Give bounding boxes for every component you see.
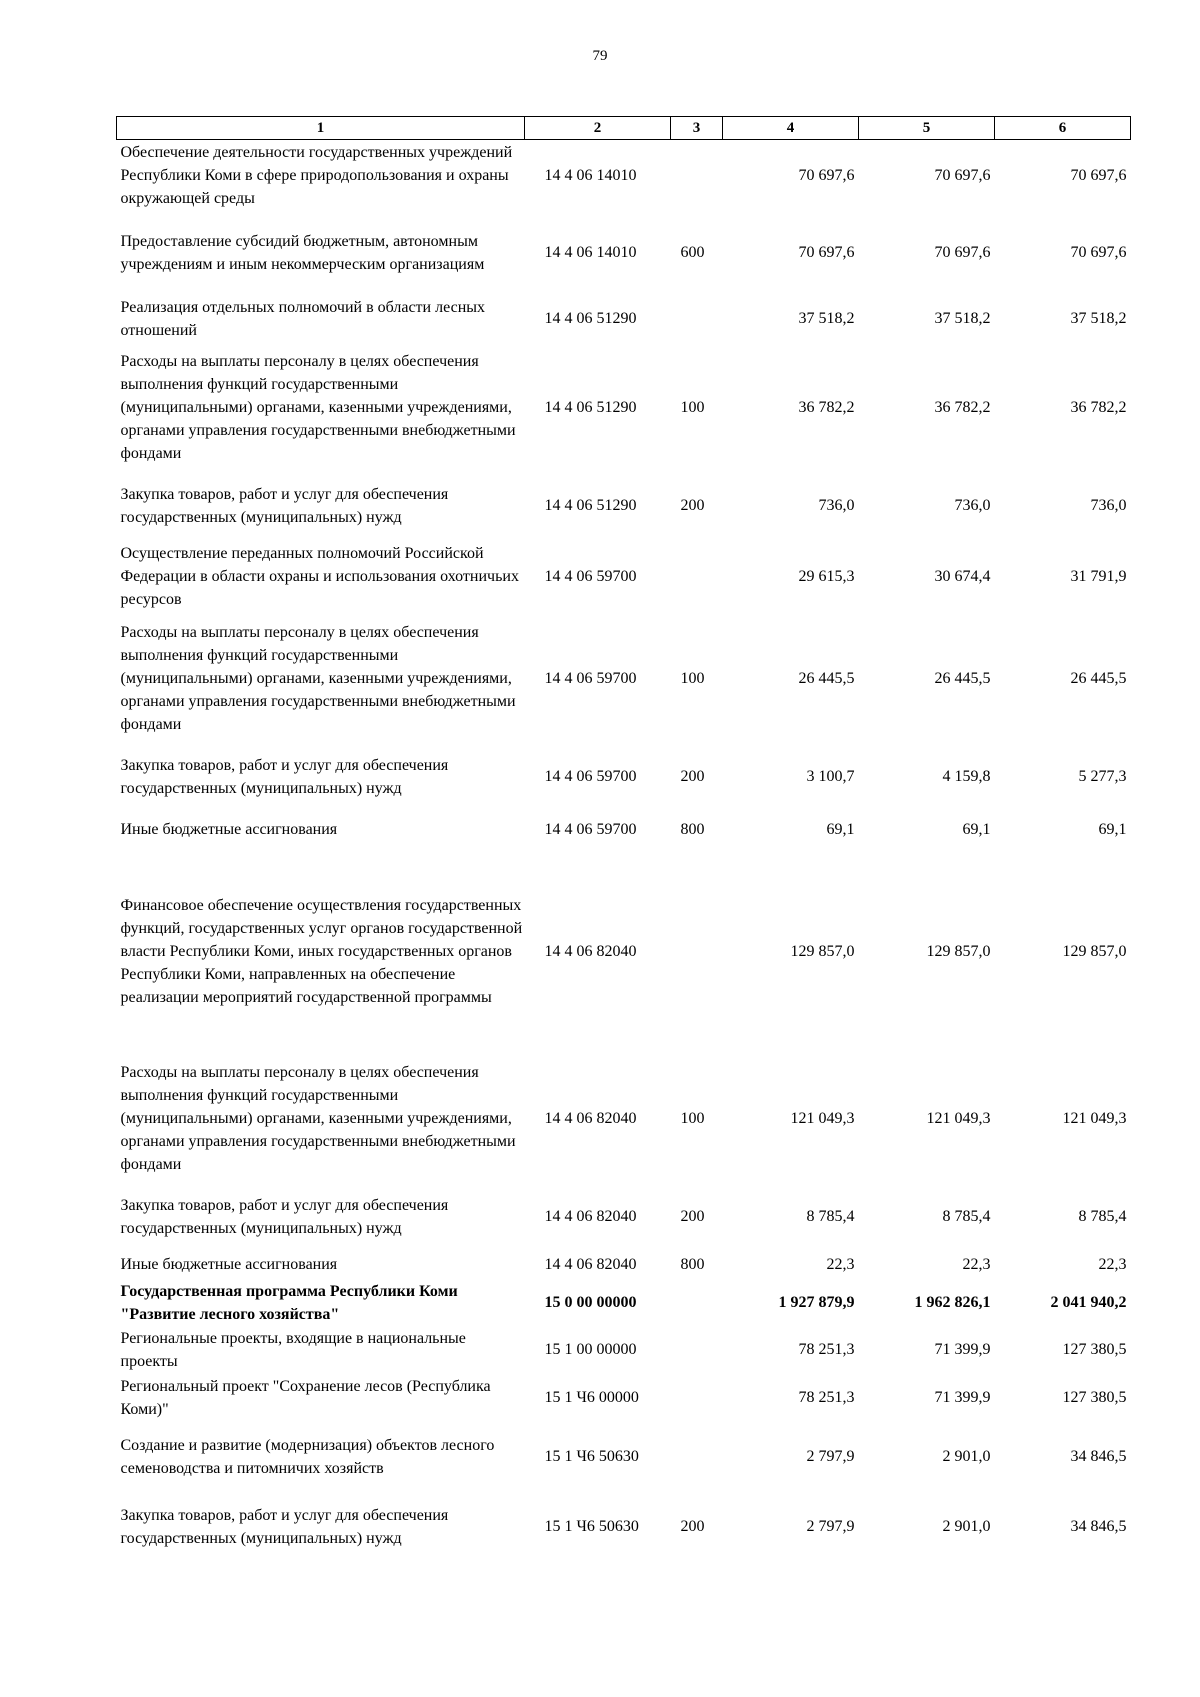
row-value-3: 69,1 — [1098, 821, 1127, 838]
row-name: Расходы на выплаты персоналу в целях обеспечения выполнения функций государственными (муниципальными) органами, казенными учреждениями, органами управления государственными внебюджетными фондами — [120, 1064, 516, 1173]
row-value-2: 71 399,9 — [934, 1341, 991, 1358]
row-expense-type: 100 — [680, 1110, 705, 1127]
row-code: 14 4 06 82040 — [544, 1110, 637, 1127]
row-name: Закупка товаров, работ и услуг для обеспечения государственных (муниципальных) нужд — [120, 1196, 449, 1237]
row-value-3: 5 277,3 — [1078, 768, 1127, 785]
row-value-1: 2 797,9 — [806, 1448, 855, 1465]
row-expense-type: 200 — [680, 1208, 705, 1225]
row-code: 14 4 06 51290 — [544, 399, 637, 416]
row-value-2: 2 901,0 — [942, 1518, 991, 1535]
row-code: 14 4 06 59700 — [544, 670, 637, 687]
row-value-1: 2 797,9 — [806, 1518, 855, 1535]
row-expense-type: 600 — [680, 244, 705, 261]
row-value-1: 121 049,3 — [790, 1110, 855, 1127]
row-code: 14 4 06 14010 — [544, 167, 637, 185]
row-name: Закупка товаров, работ и услуг для обеспечения государственных (муниципальных) нужд — [120, 1506, 449, 1547]
row-value-1: 22,3 — [826, 1256, 855, 1273]
table-row — [117, 212, 1131, 294]
row-expense-type: 200 — [680, 1518, 705, 1535]
row-name: Финансовое обеспечение осуществления государственных функций, государственных услуг органов государственной власти Республики Коми, иных государственных органов Республики Коми, направленных на обеспечение реализации мероприятий государственной программы — [120, 897, 523, 1006]
row-name: Государственная программа Республики Коми "Развитие лесного хозяйства" — [120, 1282, 458, 1323]
table-row — [117, 1250, 1131, 1280]
table-row — [117, 1374, 1131, 1422]
row-code: 14 4 06 82040 — [544, 943, 637, 960]
row-value-2: 36 782,2 — [934, 399, 991, 416]
row-value-2: 1 962 826,1 — [914, 1294, 991, 1311]
column-header-6: 6 — [995, 117, 1131, 140]
row-code: 14 4 06 51290 — [544, 310, 637, 327]
row-code: 14 4 06 59700 — [544, 768, 637, 785]
page-number: 79 — [592, 48, 608, 64]
table-row — [117, 540, 1131, 614]
row-value-3: 2 041 940,2 — [1050, 1294, 1127, 1311]
row-name: Осуществление переданных полномочий Российской Федерации в области охраны и использования охотничьих ресурсов — [120, 545, 519, 608]
table-row — [117, 1492, 1131, 1562]
row-code: 14 4 06 14010 — [544, 244, 637, 261]
row-name: Реализация отдельных полномочий в области лесных отношений — [120, 298, 485, 339]
row-expense-type: 200 — [680, 768, 705, 785]
row-expense-type: 200 — [680, 497, 705, 514]
table-row — [117, 140, 1131, 212]
row-value-2: 22,3 — [962, 1256, 991, 1273]
row-code: 14 4 06 51290 — [544, 497, 637, 514]
row-expense-type — [671, 1280, 723, 1326]
row-value-3: 26 445,5 — [1070, 670, 1127, 687]
row-expense-type — [671, 850, 723, 1054]
row-expense-type — [671, 1422, 723, 1492]
row-expense-type — [671, 540, 723, 614]
row-value-3: 8 785,4 — [1078, 1208, 1127, 1225]
row-value-3: 70 697,6 — [1070, 167, 1127, 185]
table-header-row — [117, 117, 1131, 140]
row-expense-type: 100 — [680, 399, 705, 416]
column-header-4: 4 — [723, 117, 859, 140]
table-row — [117, 614, 1131, 744]
row-name: Создание и развитие (модернизация) объектов лесного семеноводства и питомничих хозяйств — [120, 1436, 495, 1477]
row-code: 14 4 06 82040 — [544, 1208, 637, 1225]
row-name: Предоставление субсидий бюджетным, автономным учреждениям и иным некоммерческим организациям — [120, 232, 485, 273]
row-value-1: 26 445,5 — [798, 670, 855, 687]
table-row — [117, 344, 1131, 472]
column-header-2: 2 — [525, 117, 671, 140]
row-value-3: 127 380,5 — [1062, 1389, 1127, 1406]
row-code: 15 0 00 00000 — [544, 1294, 637, 1311]
row-code: 14 4 06 59700 — [544, 821, 637, 838]
row-name: Иные бюджетные ассигнования — [120, 1256, 338, 1273]
row-value-1: 78 251,3 — [798, 1389, 855, 1406]
row-value-2: 8 785,4 — [942, 1208, 991, 1225]
table-row — [117, 294, 1131, 344]
row-name: Иные бюджетные ассигнования — [120, 821, 338, 838]
row-code: 15 1 00 00000 — [544, 1341, 637, 1358]
row-value-1: 8 785,4 — [806, 1208, 855, 1225]
row-name: Расходы на выплаты персоналу в целях обеспечения выполнения функций государственными (муниципальными) органами, казенными учреждениями, органами управления государственными внебюджетными фондами — [120, 624, 516, 733]
row-value-2: 71 399,9 — [934, 1389, 991, 1406]
row-expense-type — [671, 1326, 723, 1374]
row-name: Закупка товаров, работ и услуг для обеспечения государственных (муниципальных) нужд — [120, 485, 449, 526]
row-value-1: 36 782,2 — [798, 399, 855, 416]
row-name: Обеспечение деятельности государственных учреждений Республики Коми в сфере природопользования и охраны окружающей среды — [120, 144, 513, 208]
row-value-3: 129 857,0 — [1062, 943, 1127, 960]
row-value-3: 31 791,9 — [1070, 568, 1127, 585]
row-expense-type: 800 — [680, 1256, 705, 1273]
row-value-3: 22,3 — [1098, 1256, 1127, 1273]
row-value-3: 34 846,5 — [1070, 1448, 1127, 1465]
row-expense-type: 800 — [680, 821, 705, 838]
row-value-1: 70 697,6 — [798, 244, 855, 261]
row-value-2: 37 518,2 — [934, 310, 991, 327]
row-name: Закупка товаров, работ и услуг для обеспечения государственных (муниципальных) нужд — [120, 756, 449, 797]
row-expense-type — [671, 140, 723, 212]
row-value-2: 736,0 — [954, 497, 991, 514]
row-value-2: 121 049,3 — [926, 1110, 991, 1127]
row-value-2: 2 901,0 — [942, 1448, 991, 1465]
row-value-3: 121 049,3 — [1062, 1110, 1127, 1127]
row-expense-type — [671, 1374, 723, 1422]
row-value-2: 26 445,5 — [934, 670, 991, 687]
row-value-2: 70 697,6 — [934, 244, 991, 261]
row-code: 15 1 Ч6 50630 — [544, 1448, 639, 1465]
row-expense-type: 100 — [680, 670, 705, 687]
table-row — [117, 1054, 1131, 1184]
row-expense-type — [671, 294, 723, 344]
row-code: 15 1 Ч6 50630 — [544, 1518, 639, 1535]
row-value-1: 37 518,2 — [798, 310, 855, 327]
table-row — [117, 744, 1131, 810]
row-name: Расходы на выплаты персоналу в целях обеспечения выполнения функций государственными (муниципальными) органами, казенными учреждениями, органами управления государственными внебюджетными фондами — [120, 353, 516, 462]
row-value-2: 69,1 — [962, 821, 991, 838]
row-value-3: 127 380,5 — [1062, 1341, 1127, 1358]
row-value-3: 37 518,2 — [1070, 310, 1127, 327]
table-row — [117, 472, 1131, 540]
row-value-3: 34 846,5 — [1070, 1518, 1127, 1535]
table-row — [117, 850, 1131, 1054]
row-value-2: 70 697,6 — [934, 167, 991, 185]
row-value-2: 30 674,4 — [934, 568, 991, 585]
table-row-program — [117, 1280, 1131, 1326]
row-code: 14 4 06 82040 — [544, 1256, 637, 1273]
row-value-3: 736,0 — [1090, 497, 1127, 514]
row-value-1: 1 927 879,9 — [778, 1294, 855, 1311]
row-name: Региональный проект "Сохранение лесов (Республика Коми)" — [120, 1377, 491, 1418]
row-value-1: 70 697,6 — [798, 167, 855, 185]
row-code: 15 1 Ч6 00000 — [544, 1389, 639, 1406]
row-value-3: 36 782,2 — [1070, 399, 1127, 416]
row-value-3: 70 697,6 — [1070, 244, 1127, 261]
row-value-1: 69,1 — [826, 821, 855, 838]
table-row — [117, 1422, 1131, 1492]
row-value-2: 4 159,8 — [942, 768, 991, 785]
row-name: Региональные проекты, входящие в национальные проекты — [120, 1329, 466, 1370]
column-header-1: 1 — [117, 117, 525, 140]
column-header-3: 3 — [671, 117, 723, 140]
table-row — [117, 1184, 1131, 1250]
column-header-5: 5 — [859, 117, 995, 140]
budget-table — [116, 116, 1131, 1562]
row-value-1: 29 615,3 — [798, 568, 855, 585]
row-value-1: 78 251,3 — [798, 1341, 855, 1358]
row-value-1: 736,0 — [818, 497, 855, 514]
row-code: 14 4 06 59700 — [544, 568, 637, 585]
table-row — [117, 1326, 1131, 1374]
row-value-1: 3 100,7 — [806, 768, 855, 785]
table-row — [117, 810, 1131, 850]
row-value-1: 129 857,0 — [790, 943, 855, 960]
row-value-2: 129 857,0 — [926, 943, 991, 960]
